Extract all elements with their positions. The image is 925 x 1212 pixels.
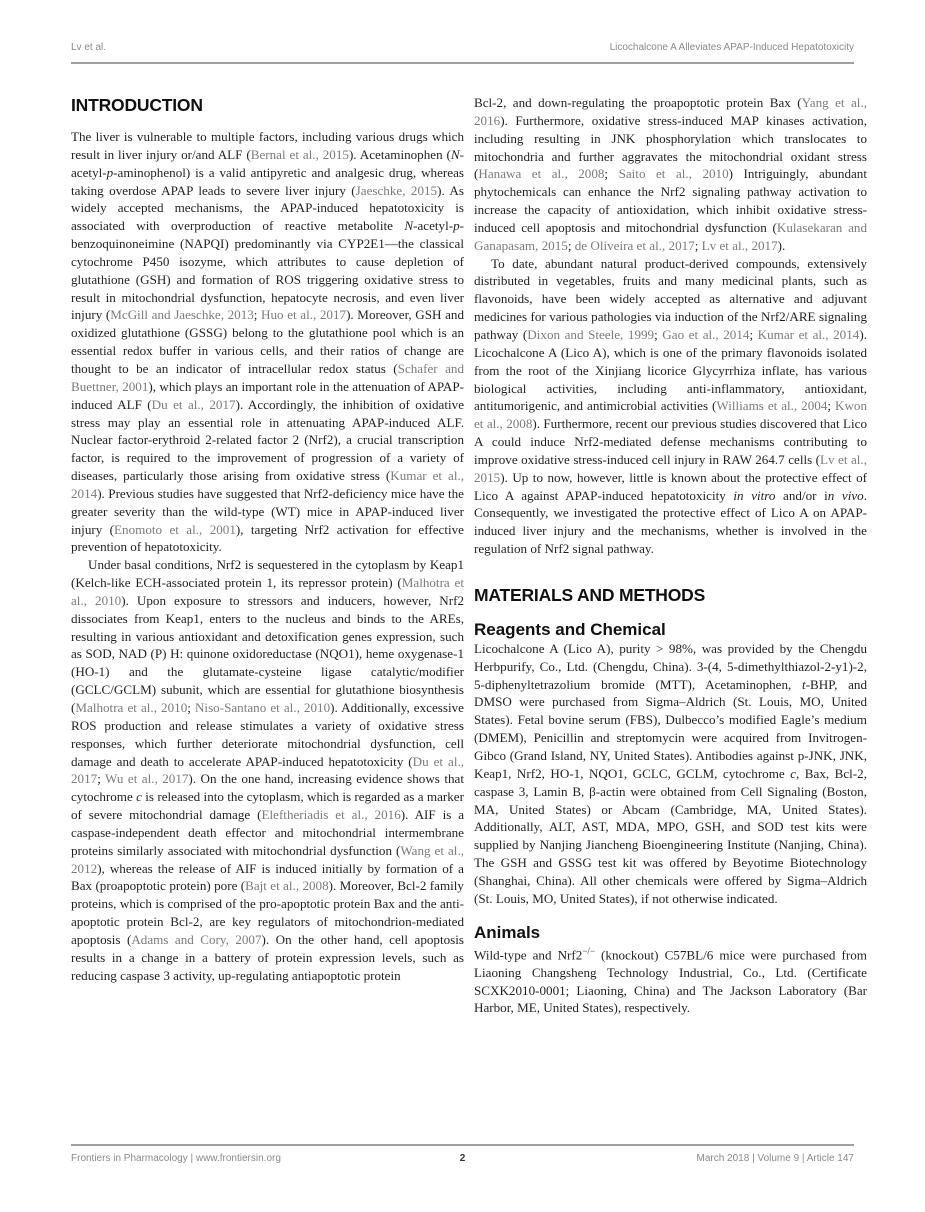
italic-term: t <box>802 676 806 692</box>
intro-paragraph-2-continued: Bcl-2, and down-regulating the proapoptotic protein Bax (Yang et al., 2016). Furthermore, oxidative stress-induced MAP kinases activation, including resulting in JNK phosphorylation which translocates to mitochondria and further aggravates the mitochondrial oxidant stress (Hanawa et al., 2008; Saito et al., 2010) Intriguingly, abundant phytochemicals can enhance the Nrf2 signaling pathway activation to increase the capacity of antioxidation, which inhibit oxidative stress-induced cell apoptosis and mitochondrial dysfunction (Kulasekaran and Ganapasam, 2015; de Oliveira et al., 2017; Lv et al., 2017). <box>474 95 868 253</box>
superscript: −/− <box>582 945 595 956</box>
citation-link[interactable]: Bajt et al., 2008 <box>245 878 329 894</box>
citation-link[interactable]: Huo et al., 2017 <box>261 307 347 323</box>
intro-paragraph-3: To date, abundant natural product-derived compounds, extensively distributed in vegetables, fruits and many medicinal plants, such as flavonoids, have been widely accepted as alternative and adjuvant medicines for various pathologies via induction of the Nrf2/ARE signaling pathway (Dixon and Steele, 1999; Gao et al., 2014; Kumar et al., 2014). Licochalcone A (Lico A), which is one of the primary flavonoids isolated from the root of the Xinjiang licorice Glycyrrhiza inflate, has various biological activities, including anti-inflammatory, antioxidant, antitumorigenic, and antimicrobial activities (Williams et al., 2004; Kwon et al., 2008). Furthermore, recent our previous studies discovered that Lico A could induce Nrf2-mediated defense mechanisms contributing to improve oxidative stress-induced cell injury in RAW 264.7 cells (Lv et al., 2015). Up to now, however, little is known about the protective effect of Lico A against APAP-induced hepatotoxicity in vitro and/or in vivo. Consequently, we investigated the protective effect of Lico A on APAP-induced liver injury and the mechanisms, whether is involved in the regulation of Nrf2 signal pathway. <box>474 255 868 557</box>
intro-paragraph-1: The liver is vulnerable to multiple factors, including various drugs which result in liver injury or/and ALF (Bernal et al., 2015). Acetaminophen (N-acetyl-p-aminophenol) is a valid antipyretic and analgesic drug, whereas taking overdose APAP leads to severe liver injury (Jaeschke, 2015). As widely accepted mechanisms, the APAP-induced hepatotoxicity is associated with overproduction of reactive metabolite N-acetyl-p-benzoquinoneimine (NAPQI) predominantly via CYP2E1—the classical cytochrome P450 isozyme, which attributes to cause depletion of glutathione (GSH) and formation of ROS triggering oxidative stress to result in mitochondrial dysfunction, hepatocyte necrosis, and even liver injury (McGill and Jaeschke, 2013; Huo et al., 2017). Moreover, GSH and oxidized glutathione (GSSG) belong to the glutathione pool which is an essential redox buffer in various cells, and their ratios of change are thought to be an indicator of intracellular redox status (Schafer and Buettner, 2001), which plays an important role in the attenuation of APAP-induced ALF (Du et al., 2017). Accordingly, the inhibition of oxidative stress may play an essential role in attenuating APAP-induced ALF. Nuclear factor-erythroid 2-related factor 2 (Nrf2), a crucial transcription factor, is required to the improvement of progression of a variety of diseases, particularly those arising from oxidative stress (Kumar et al., 2014). Previous studies have suggested that Nrf2-deficiency mice have the greater severity than the wild-type (WT) mice in APAP-induced liver injury (Enomoto et al., 2001), targeting Nrf2 activation for effective prevention of hepatotoxicity. <box>71 129 465 555</box>
intro-paragraph-2: Under basal conditions, Nrf2 is sequestered in the cytoplasm by Keap1 (Kelch-like ECH-associated protein 1, its repressor protein) (Malhotra et al., 2010). Upon exposure to stressors and inducers, however, Nrf2 dissociates from Keap1, enters to the nucleus and binds to the AREs, resulting in various antioxidant and detoxification genes expression, such as SOD, NAD (P) H: quinone oxidoreductase (NQO1), heme oxygenase-1 (HO-1) and the glutamate-cysteine ligase catalytic/modifier (GCLC/GCLM) subunit, which are essential for glutathione biosynthesis (Malhotra et al., 2010; Niso-Santano et al., 2010). Additionally, excessive ROS production and release stimulates a variety of oxidative stress responses, which further deteriorate mitochondrial dysfunction, cell damage and death to accelerate APAP-induced hepatotoxicity (Du et al., 2017; Wu et al., 2017). On the one hand, increasing evidence shows that cytochrome c is released into the cytoplasm, which is regarded as a marker of severe mitochondrial damage (Eleftheriadis et al., 2016). AIF is a caspase-independent death effector and mitochondrial intermembrane proteins similarly associated with mitochondrial dysfunction (Wang et al., 2012), whereas the release of AIF is induced initially by formation of a Bax (proapoptotic protein) pore (Bajt et al., 2008). Moreover, Bcl-2 family proteins, which is comprised of the pro-apoptotic protein Bax and the anti-apoptotic protein Bcl-2, are key regulators of mitochondrion-mediated apoptosis (Adams and Cory, 2007). On the other hand, cell apoptosis results in a change in a battery of protein expression levels, such as reducing caspase 3 activity, up-regulating antiapoptotic protein <box>71 557 465 983</box>
citation-link[interactable]: Du et al., 2017 <box>151 396 236 412</box>
citation-link[interactable]: Wang et al., 2012 <box>71 842 464 876</box>
reagents-paragraph: Licochalcone A (Lico A), purity > 98%, was provided by the Chengdu Herbpurify, Co., Ltd. (Chengdu, China). 3-(4, 5-dimethylthiazol-2-y1)-2, 5-diphenyltetrazolium bromide (MTT), Acetaminophen, t-BHP, and DMSO were purchased from Sigma–Aldrich (St. Louis, MO, United States). Fetal bovine serum (FBS), Dulbecco’s modified Eagle’s medium (DMEM), Penicillin and streptomycin were acquired from Invitrogen-Gibco (Grand Island, NY, United States). Antibodies against p-JNK, JNK, Keap1, Nrf2, HO-1, NQO1, GCLC, GCLM, cytochrome c, Bax, Bcl-2, caspase 3, Lamin B, β-actin were obtained from Cell Signaling (Boston, MA, United States) or Abcam (Cambridge, MA, United States). Additionally, ALT, AST, MDA, MPO, GSH, and SOD test kits were supplied by Nanjing Jiancheng Bioengineering Institute (Nanjing, China). The GSH and GSSG test kit was offered by Beyotime Biotechnology (Shanghai, China). All other chemicals were offered by Sigma–Aldrich (St. Louis, MO, United States), if not otherwise indicated. <box>474 640 867 906</box>
citation-link[interactable]: Malhotra et al., 2010 <box>75 700 188 715</box>
citation-link[interactable]: Gao et al., 2014 <box>662 326 750 342</box>
animals-heading: Animals <box>474 922 541 942</box>
page-number: 2 <box>459 1153 466 1164</box>
citation-link[interactable]: Kumar et al., 2014 <box>757 326 860 342</box>
italic-term: N <box>404 218 414 234</box>
italic-term: c <box>136 789 142 805</box>
citation-link[interactable]: Williams et al., 2004 <box>716 398 828 414</box>
citation-link[interactable]: Dixon and Steele, 1999 <box>527 326 655 342</box>
introduction-heading: INTRODUCTION <box>71 95 203 115</box>
footer-journal: Frontiers in Pharmacology | www.frontiersin.org <box>71 1153 281 1164</box>
right-column <box>474 94 867 1017</box>
italic-term: in vitro <box>733 487 776 503</box>
citation-link[interactable]: Enomoto et al., 2001 <box>114 521 236 537</box>
citation-link[interactable]: Wu et al., 2017 <box>105 771 189 787</box>
citation-link[interactable]: Yang et al., 2016 <box>474 95 867 128</box>
animals-paragraph: Wild-type and Nrf2−/− (knockout) C57BL/6 mice were purchased from Liaoning Changsheng Technology Industrial, Co., Ltd. (Certificate SCXK2010-0001; Liaoning, China) and The Jackson Laboratory (Bar Harbor, ME, United States), respectively. <box>474 945 867 1016</box>
citation-link[interactable]: Malhotra et al., 2010 <box>71 575 465 608</box>
reagents-heading: Reagents and Chemical <box>474 619 666 639</box>
header-running-title: Licochalcone A Alleviates APAP-Induced Hepatotoxicity <box>609 42 854 53</box>
citation-link[interactable]: McGill and Jaeschke, 2013 <box>110 307 254 323</box>
footer-rule <box>71 1144 854 1146</box>
citation-link[interactable]: Kulasekaran and Ganapasam, 2015 <box>474 219 868 253</box>
italic-term: p <box>106 164 114 180</box>
citation-link[interactable]: Hanawa et al., 2008 <box>478 166 605 182</box>
citation-link[interactable]: Kumar et al., 2014 <box>71 468 464 501</box>
italic-term: N <box>450 146 460 162</box>
italic-term: c <box>790 765 797 781</box>
citation-link[interactable]: Bernal et al., 2015 <box>250 146 349 162</box>
header-rule <box>71 62 854 64</box>
running-header <box>71 42 854 56</box>
footer-issue: March 2018 | Volume 9 | Article 147 <box>696 1153 854 1164</box>
left-column <box>71 94 464 985</box>
italic-term: p <box>453 218 460 234</box>
page-footer <box>71 1153 854 1167</box>
citation-link[interactable]: Saito et al., 2010 <box>618 166 729 182</box>
citation-link[interactable]: de Oliveira et al., 2017 <box>574 237 695 253</box>
citation-link[interactable]: Eleftheriadis et al., 2016 <box>261 807 401 823</box>
citation-link[interactable]: Lv et al., 2015 <box>474 451 867 485</box>
citation-link[interactable]: Adams and Cory, 2007 <box>131 931 262 947</box>
citation-link[interactable]: Lv et al., 2017 <box>701 237 778 253</box>
italic-term: n vivo <box>827 487 864 503</box>
citation-link[interactable]: Kwon et al., 2008 <box>474 398 867 432</box>
citation-link[interactable]: Jaeschke, 2015 <box>355 182 438 198</box>
citation-link[interactable]: Niso-Santano et al., 2010 <box>194 700 331 715</box>
methods-heading: MATERIALS AND METHODS <box>474 584 706 605</box>
citation-link[interactable]: Schafer and Buettner, 2001 <box>71 360 464 394</box>
header-authors: Lv et al. <box>71 42 107 53</box>
citation-link[interactable]: Du et al., 2017 <box>71 753 464 787</box>
